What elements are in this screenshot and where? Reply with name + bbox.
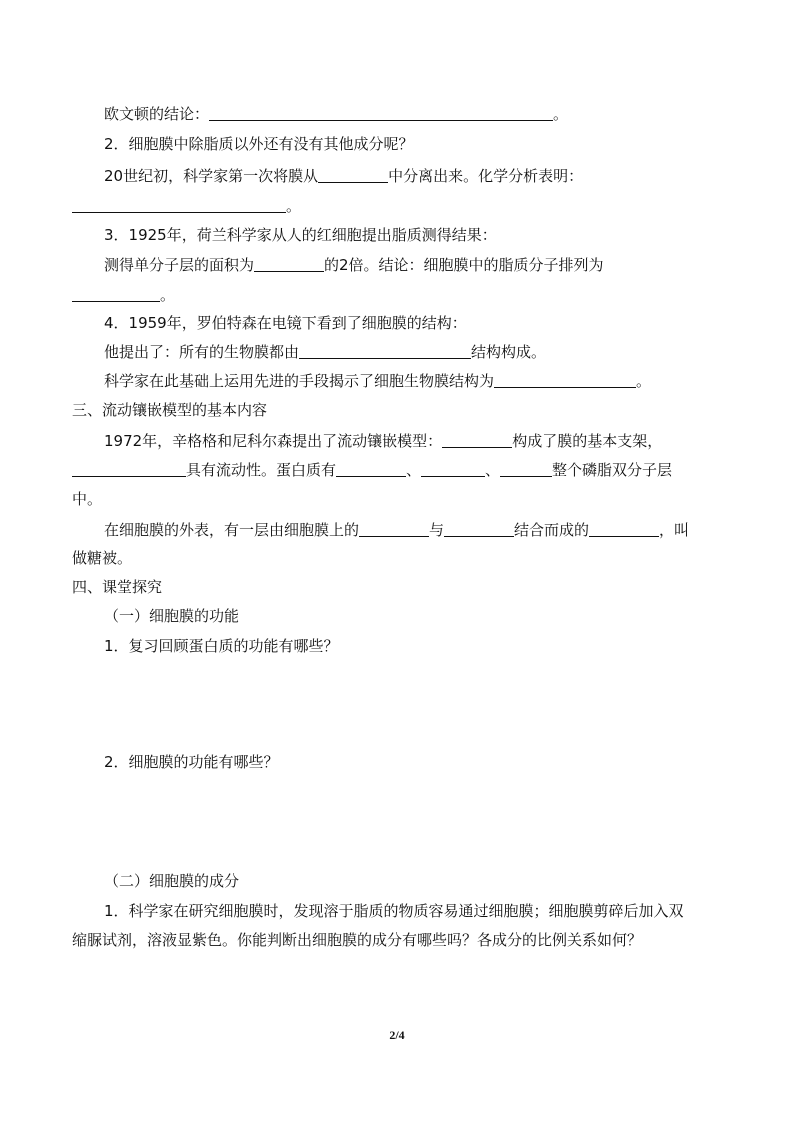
protein-position-blank-1[interactable]	[336, 460, 406, 477]
subsection-function-heading: （一）细胞膜的功能	[104, 607, 240, 625]
protein-position-blank-2[interactable]	[421, 460, 485, 477]
basic-scaffold-blank[interactable]	[442, 431, 512, 448]
membrane-source-blank[interactable]	[318, 166, 388, 183]
owen-conclusion-blank[interactable]	[209, 104, 553, 121]
protein-position-blank-3[interactable]	[500, 460, 552, 477]
glycocalyx-product-blank[interactable]	[589, 520, 659, 537]
q4-line-2: 科学家在此基础上运用先进的手段揭示了细胞生物膜结构为 。	[104, 372, 652, 390]
glycocalyx-component-blank-2[interactable]	[444, 520, 514, 537]
fluid-mosaic-line-2: 具有流动性。蛋白质有 、 、 整个磷脂双分子层	[72, 460, 672, 480]
q4-line-1: 他提出了：所有的生物膜都由 结构构成。	[104, 343, 547, 361]
monolayer-area-blank[interactable]	[254, 255, 324, 272]
section-3-heading: 三、流动镶嵌模型的基本内容	[72, 401, 268, 419]
owen-conclusion-label: 欧文顿的结论：	[104, 105, 210, 123]
q3-line-1: 测得单分子层的面积为 的2倍。结论：细胞膜中的脂质分子排列为	[104, 256, 604, 274]
fluid-mosaic-line-3: 中。	[72, 490, 103, 508]
glycocalyx-component-blank-1[interactable]	[359, 520, 429, 537]
question-protein-function: 1．复习回顾蛋白质的功能有哪些？	[104, 637, 339, 655]
question-composition-line-1: 1．科学家在研究细胞膜时，发现溶于脂质的物质容易通过细胞膜；细胞膜剪碎后加入双	[104, 902, 684, 920]
page-number: 2/4	[389, 1028, 405, 1042]
question-composition-line-2: 缩脲试剂，溶液显紫色。你能判断出细胞膜的成分有哪些吗？各成分的比例关系如何？	[72, 931, 643, 949]
lipid-arrangement-blank[interactable]	[72, 285, 160, 302]
subsection-composition-heading: （二）细胞膜的成分	[104, 872, 240, 890]
question-membrane-function: 2．细胞膜的功能有哪些？	[104, 753, 279, 771]
q2-line-2: 。	[72, 196, 301, 216]
q3-line-2: 。	[72, 285, 175, 305]
q4-title: 4．1959年，罗伯特森在电镜下看到了细胞膜的结构：	[104, 314, 467, 332]
q2-line-1: 20世纪初，科学家第一次将膜从 中分离出来。化学分析表明：	[104, 167, 584, 185]
glycocalyx-line-2: 做糖被。	[72, 549, 133, 567]
q3-title: 3．1925年，荷兰科学家从人的红细胞提出脂质测得结果：	[104, 226, 497, 244]
glycocalyx-line-1: 在细胞膜的外表，有一层由细胞膜上的 与 结合而成的 ，叫	[104, 521, 690, 539]
section-4-heading: 四、课堂探究	[72, 578, 163, 596]
biomembrane-structure-blank[interactable]	[494, 371, 636, 388]
membrane-structure-blank[interactable]	[299, 342, 471, 359]
fluid-mosaic-line-1: 1972年，辛格格和尼科尔森提出了流动镶嵌模型： 构成了膜的基本支架，	[104, 432, 663, 450]
q2-title: 2．细胞膜中除脂质以外还有没有其他成分呢？	[104, 135, 414, 153]
owen-conclusion-line: 欧文顿的结论： 。	[104, 105, 569, 123]
fluidity-blank[interactable]	[72, 460, 186, 477]
chemical-analysis-blank[interactable]	[72, 196, 286, 213]
